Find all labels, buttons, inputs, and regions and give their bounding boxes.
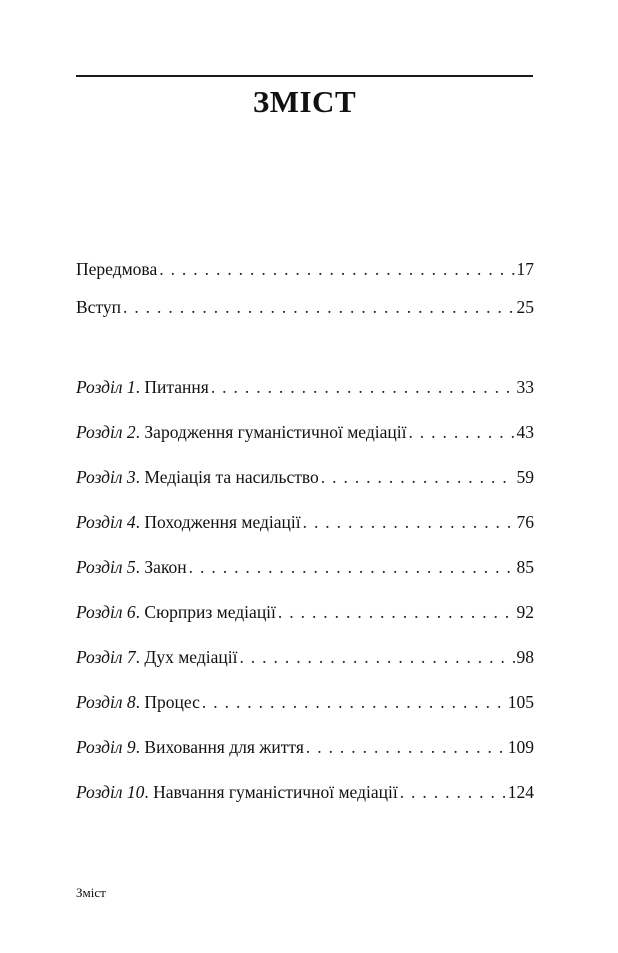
toc-entry-chapter-6: Розділ 6. Сюрприз медіації . . . 92	[76, 600, 534, 624]
chapter-title: Дух медіації	[144, 647, 238, 667]
dot-leader	[211, 375, 515, 399]
toc-entry-introduction	[76, 295, 534, 319]
chapter-number: Розділ 7	[76, 647, 136, 667]
chapter-title: Навчання гуманістичної медіації	[153, 782, 398, 802]
toc-entry-page: 76	[516, 512, 534, 532]
toc-entry-page: 25	[516, 297, 534, 317]
toc-entry-chapter-5: Розділ 5. Закон . . . 85	[76, 555, 534, 579]
toc-entry-foreword	[76, 257, 534, 281]
toc-entry-page: 98	[516, 647, 534, 667]
chapter-number: Розділ 9	[76, 737, 136, 757]
toc-entry-chapter-9: Розділ 9. Виховання для життя . . . 109	[76, 735, 534, 759]
dot-leader	[202, 690, 506, 714]
toc-entry-page: 43	[516, 422, 534, 442]
chapter-number: Розділ 1	[76, 377, 136, 397]
chapter-title: Закон	[144, 557, 187, 577]
running-footer: Зміст	[76, 885, 106, 900]
toc-entry-label: Передмова	[76, 259, 158, 279]
toc-entry-page: 33	[516, 377, 534, 397]
dot-leader	[278, 600, 515, 624]
toc-entry-page: 85	[516, 557, 534, 577]
toc-entry-page: 124	[507, 782, 534, 802]
chapter-title: Процес	[144, 692, 200, 712]
dot-leader	[239, 645, 514, 669]
chapter-number: Розділ 2	[76, 422, 136, 442]
dot-leader	[306, 735, 506, 759]
chapter-title: Медіація та насильство	[144, 467, 319, 487]
toc-entry-chapter-10: Розділ 10. Навчання гуманістичної медіації . . . 124	[76, 780, 534, 804]
dot-leader	[400, 780, 506, 804]
dot-leader	[408, 420, 514, 444]
chapter-number: Розділ 5	[76, 557, 136, 577]
chapter-number: Розділ 6	[76, 602, 136, 622]
dot-leader	[159, 257, 514, 281]
dot-leader	[123, 295, 515, 319]
dot-leader	[303, 510, 515, 534]
toc-entry-page: 59	[516, 467, 534, 487]
toc-entry-page: 109	[507, 737, 534, 757]
chapter-title: Питання	[144, 377, 209, 397]
toc-entry-chapter-3: Розділ 3. Медіація та насильство . . . 59	[76, 465, 534, 489]
toc-entry-chapter-7: Розділ 7. Дух медіації . . . 98	[76, 645, 534, 669]
dot-leader	[321, 465, 515, 489]
chapter-number: Розділ 10	[76, 782, 145, 802]
chapter-title: Виховання для життя	[144, 737, 304, 757]
chapter-title: Зародження гуманістичної медіації	[144, 422, 407, 442]
chapter-number: Розділ 4	[76, 512, 136, 532]
page-title: ЗМІСТ	[252, 84, 357, 119]
toc-entry-chapter-2: Розділ 2. Зародження гуманістичної медіації . . . 43	[76, 420, 534, 444]
top-rule	[76, 75, 533, 77]
toc-entry-page: 92	[516, 602, 534, 622]
dot-leader	[189, 555, 515, 579]
toc-entry-label: Вступ	[76, 297, 121, 317]
toc-entry-chapter-4: Розділ 4. Походження медіації . . . 76	[76, 510, 534, 534]
toc-entry-page: 105	[507, 692, 534, 712]
chapter-number: Розділ 8	[76, 692, 136, 712]
chapter-number: Розділ 3	[76, 467, 136, 487]
chapter-title: Походження медіації	[144, 512, 301, 532]
toc-entry-page: 17	[516, 259, 534, 279]
toc-entry-chapter-8: Розділ 8. Процес . . . 105	[76, 690, 534, 714]
toc-entry-chapter-1: Розділ 1. Питання . . . 33	[76, 375, 534, 399]
chapter-title: Сюрприз медіації	[144, 602, 276, 622]
